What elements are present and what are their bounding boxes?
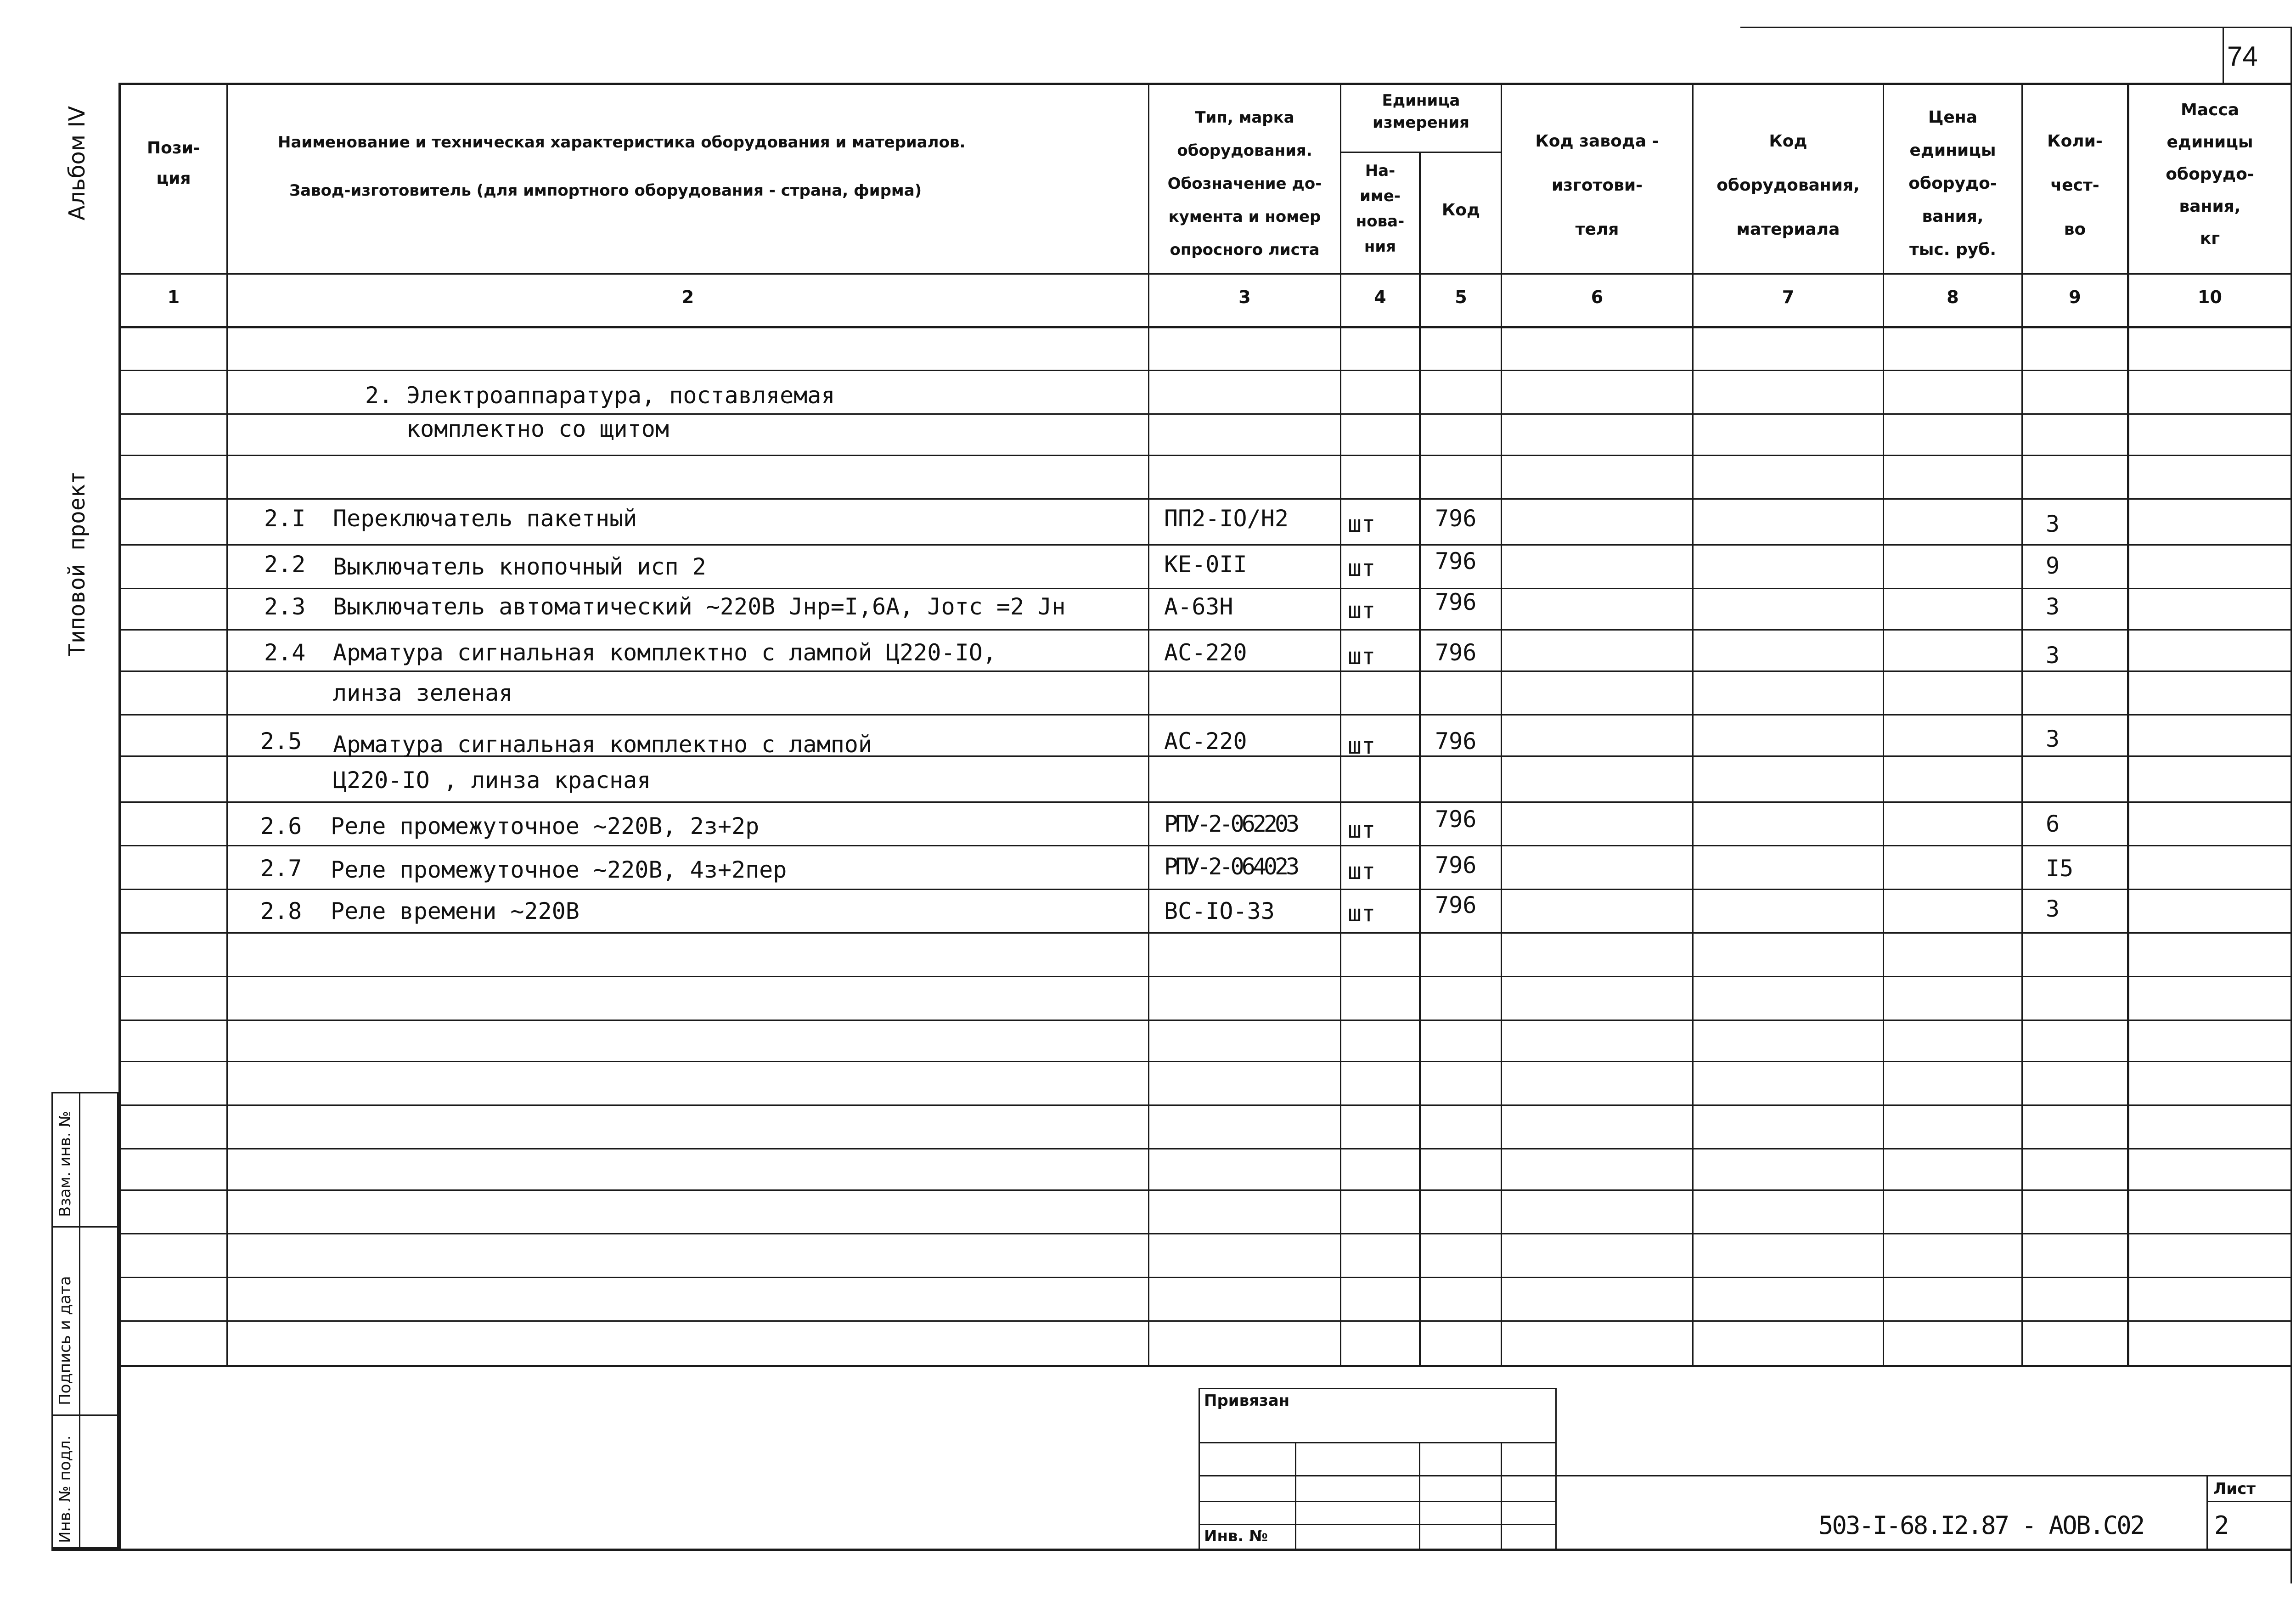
row-name: Арматура сигнальная комплектно с лампой	[333, 731, 872, 758]
stamp-col-line	[1501, 1442, 1502, 1549]
row-line	[118, 845, 2290, 846]
row-type: АС-220	[1164, 728, 1247, 755]
row-position: 2.4	[264, 639, 306, 666]
row-line	[118, 889, 2290, 890]
colnum-5: 5	[1455, 287, 1467, 307]
col-line-2	[1148, 83, 1149, 1366]
row-line	[118, 1061, 2290, 1062]
row-line	[118, 976, 2290, 977]
col-line-8	[2021, 83, 2023, 1366]
table-bottom-line	[51, 1549, 2291, 1551]
header-equipment-code: Код оборудования, материала	[1716, 132, 1860, 239]
row-type: РПУ-2-062203	[1164, 811, 1297, 837]
colnum-8: 8	[1947, 287, 1959, 307]
album-label: Альбом IV	[64, 106, 90, 220]
header-units-group: Единица измерения	[1373, 91, 1469, 132]
header-price: Цена единицы оборудо- вания, тыс. руб.	[1908, 108, 1997, 259]
colnum-2: 2	[681, 287, 694, 307]
header-name-line2: Завод-изготовитель (для импортного оборудования - страна, фирма)	[289, 181, 922, 200]
header-unit-name: На- име- нова- ния	[1356, 162, 1405, 256]
colnum-10: 10	[2198, 287, 2222, 307]
row-line	[118, 588, 2290, 589]
row-code: 796	[1435, 806, 1477, 833]
row-position: 2.I	[264, 505, 306, 532]
stamp-signature-label: Подпись и дата	[56, 1276, 74, 1405]
attached-label: Привязан	[1204, 1392, 1290, 1410]
row-unit: шт	[1348, 555, 1376, 581]
row-code: 796	[1435, 639, 1477, 666]
stamp-line	[1199, 1501, 1557, 1502]
row-type: РПУ-2-064023	[1164, 853, 1297, 880]
side-stamp-divider-v	[79, 1092, 80, 1549]
row-quantity: 3	[2046, 896, 2060, 922]
row-unit: шт	[1348, 858, 1376, 885]
stamp-col-line	[1295, 1442, 1296, 1549]
row-line	[118, 1148, 2290, 1149]
sheet-label: Лист	[2213, 1480, 2256, 1498]
row-quantity: 9	[2046, 552, 2060, 579]
row-quantity: 6	[2046, 811, 2060, 837]
row-position: 2.7	[260, 855, 302, 882]
colnum-3: 3	[1238, 287, 1251, 307]
col-line-1	[226, 83, 228, 1366]
row-name: Реле промежуточное ~220В, 4з+2пер	[331, 856, 787, 883]
col-line-4	[1419, 152, 1421, 1366]
row-position: 2.3	[264, 593, 306, 620]
row-type: АС-220	[1164, 639, 1247, 666]
section-title-line1: 2. Электроаппаратура, поставляемая	[365, 382, 835, 409]
row-line	[118, 932, 2290, 934]
row-line	[118, 1020, 2290, 1021]
units-subheader-line	[1340, 152, 1501, 153]
document-code: 503-I-68.I2.87 - АОВ.С02	[1818, 1511, 2144, 1540]
row-line	[118, 455, 2290, 456]
top-sheet-number: 74	[2227, 41, 2258, 72]
row-unit: шт	[1348, 511, 1376, 537]
row-line	[118, 629, 2290, 631]
row-line	[118, 413, 2290, 415]
row-quantity: I5	[2046, 855, 2074, 882]
row-name: Реле промежуточное ~220В, 2з+2р	[331, 813, 760, 839]
row-line	[118, 544, 2290, 546]
stamp-inv-label: Инв. № подл.	[56, 1435, 74, 1543]
row-code: 796	[1435, 505, 1477, 532]
col-line-6	[1692, 83, 1694, 1366]
row-unit: шт	[1348, 817, 1376, 843]
frame-right-line	[2290, 27, 2292, 1583]
header-quantity: Коли- чест- во	[2047, 132, 2103, 239]
row-quantity: 3	[2046, 511, 2060, 537]
table-top-line	[118, 83, 2290, 85]
colnum-6: 6	[1591, 287, 1604, 307]
stamp-replace-label: Взам. инв. №	[56, 1111, 74, 1217]
project-label: Типовой проект	[64, 471, 90, 657]
sheet-value: 2	[2214, 1511, 2229, 1540]
stamp-line	[1199, 1442, 1557, 1443]
row-line	[118, 1233, 2290, 1234]
row-type: А-63Н	[1164, 593, 1233, 620]
colnum-7: 7	[1782, 287, 1795, 307]
colnum-4: 4	[1374, 287, 1386, 307]
row-name: Выключатель автоматический ~220В Jнр=I,6А, Jотс =2 Jн	[333, 593, 1066, 620]
row-unit: шт	[1348, 900, 1376, 927]
row-unit: шт	[1348, 643, 1376, 670]
title-block-line	[1557, 1475, 2291, 1476]
header-plant-code: Код завода - изготови- теля	[1535, 132, 1659, 239]
header-mass: Масса единицы оборудо- вания, кг	[2166, 101, 2254, 248]
row-quantity: 3	[2046, 642, 2060, 669]
row-position: 2.5	[260, 728, 302, 755]
row-line	[118, 801, 2290, 803]
row-line	[118, 670, 2290, 672]
sheet-box-left-line	[2206, 1475, 2208, 1549]
row-name: Арматура сигнальная комплектно с лампой Ц220-IO,	[333, 639, 996, 666]
row-type: ПП2-IO/H2	[1164, 505, 1289, 532]
row-name-continued: линза зеленая	[333, 680, 513, 706]
row-position: 2.8	[260, 898, 302, 924]
row-line	[118, 498, 2290, 500]
row-line	[118, 714, 2290, 715]
row-position: 2.6	[260, 813, 302, 839]
row-position: 2.2	[264, 551, 306, 578]
col-line-5	[1501, 83, 1502, 1366]
row-line	[118, 1189, 2290, 1191]
row-type: ВС-IO-33	[1164, 898, 1275, 924]
col-line-9	[2127, 83, 2129, 1366]
row-code: 796	[1435, 852, 1477, 879]
row-code: 796	[1435, 589, 1477, 615]
row-type: КЕ-0II	[1164, 551, 1247, 578]
row-code: 796	[1435, 892, 1477, 918]
inv-number-label: Инв. №	[1204, 1527, 1268, 1545]
row-name: Выключатель кнопочный исп 2	[333, 553, 706, 580]
row-quantity: 3	[2046, 593, 2060, 620]
row-name: Реле времени ~220В	[331, 898, 580, 924]
section-title-line2: комплектно со щитом	[406, 416, 669, 442]
row-line	[118, 1104, 2290, 1106]
row-code: 796	[1435, 548, 1477, 575]
colnum-1: 1	[167, 287, 180, 307]
stamp-line	[1199, 1524, 1557, 1525]
header-bottom-line	[118, 273, 2290, 275]
header-type: Тип, марка оборудования. Обозначение до- кумента и номер опросного листа	[1167, 108, 1322, 259]
row-line	[118, 370, 2290, 371]
sheet-box-mid-line	[2206, 1501, 2290, 1502]
header-name-line1: Наименование и техническая характеристика оборудования и материалов.	[278, 133, 966, 152]
row-name: Переключатель пакетный	[333, 505, 637, 532]
stamp-col-line	[1419, 1442, 1420, 1549]
side-stamp-divider-h2	[51, 1414, 118, 1416]
header-unit-code: Код	[1441, 201, 1480, 220]
row-line	[118, 1277, 2290, 1278]
row-unit: шт	[1348, 732, 1376, 759]
row-code: 796	[1435, 728, 1477, 755]
colnum-9: 9	[2069, 287, 2081, 307]
row-unit: шт	[1348, 597, 1376, 624]
col-line-7	[1883, 83, 1884, 1366]
colnum-bottom-line	[118, 326, 2290, 328]
stamp-line	[1199, 1475, 1557, 1476]
frame-top-line	[1740, 27, 2291, 28]
side-stamp-divider-h1	[51, 1226, 118, 1228]
row-name-continued: Ц220-IO , линза красная	[333, 767, 651, 794]
table-body-bottom-line	[118, 1365, 2290, 1367]
row-quantity: 3	[2046, 726, 2060, 752]
row-line	[118, 1320, 2290, 1322]
col-line-3	[1340, 83, 1341, 1366]
header-position: Пози- ция	[147, 139, 200, 188]
